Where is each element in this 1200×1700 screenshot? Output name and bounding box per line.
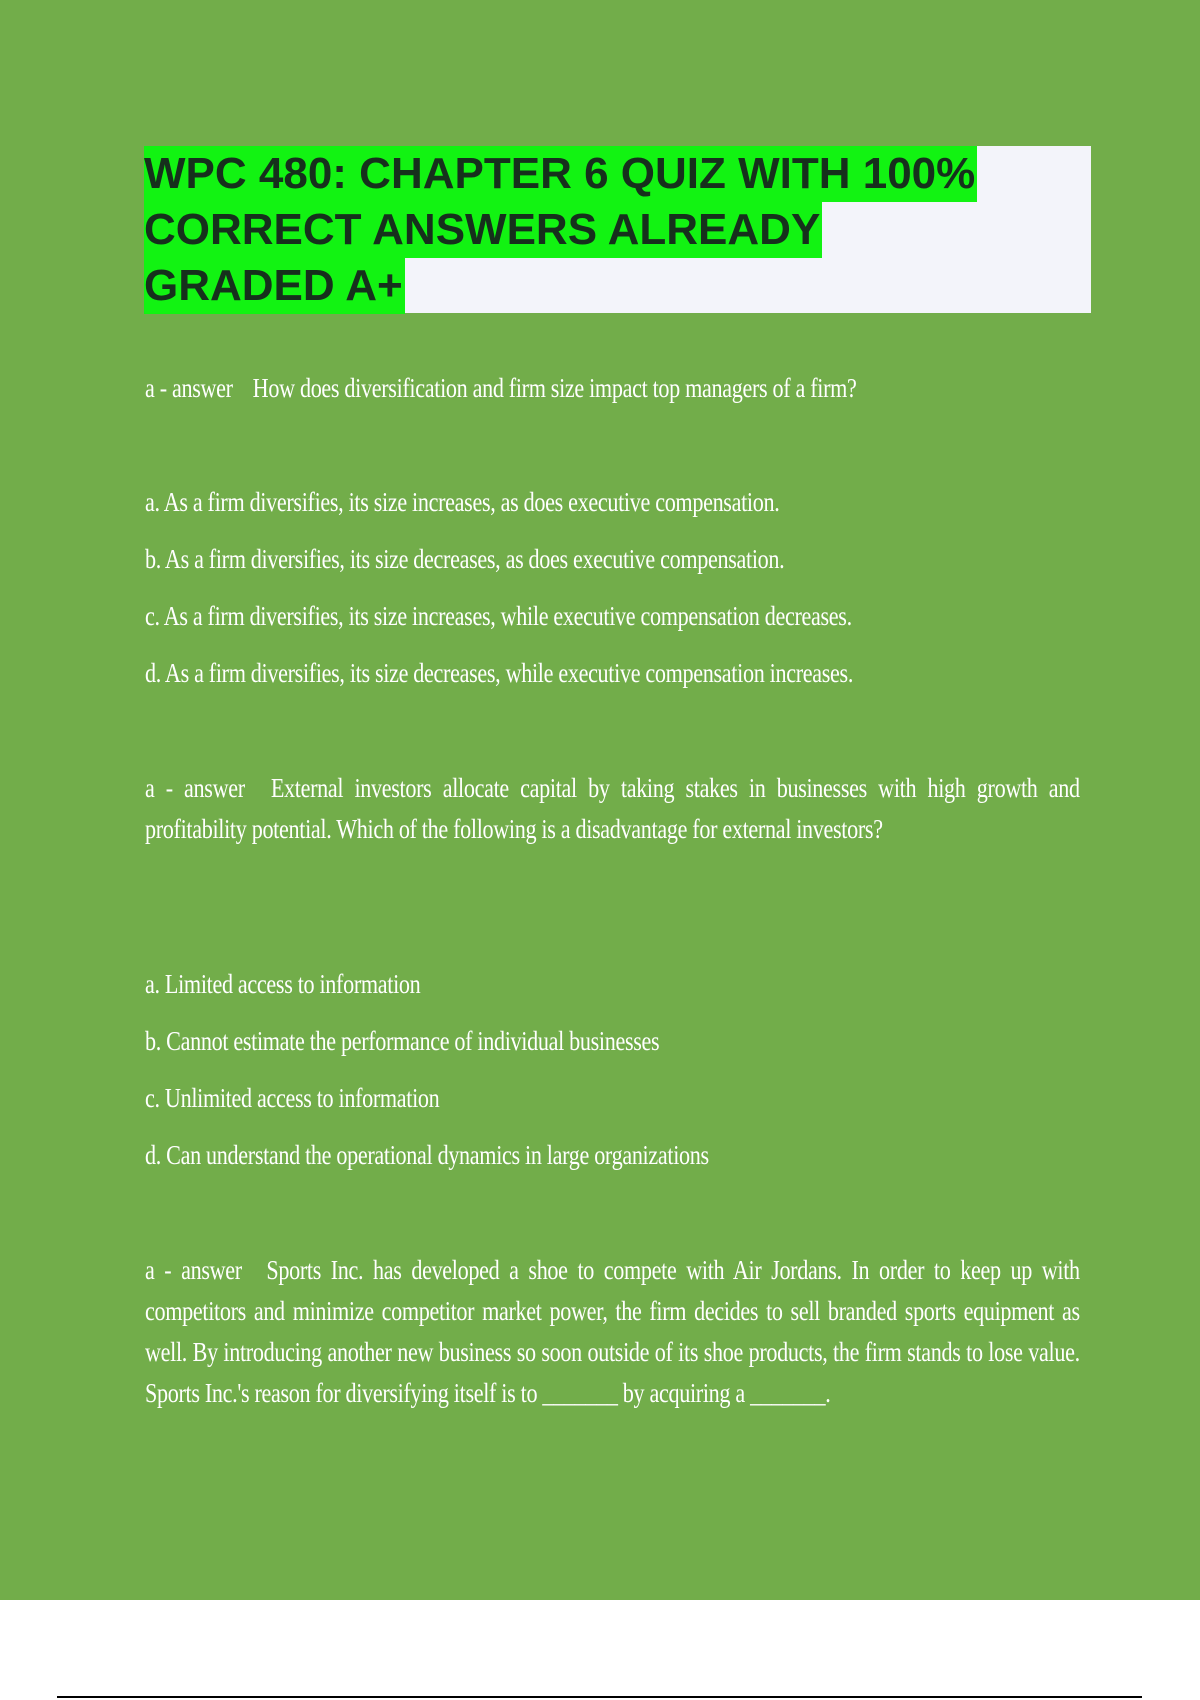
title-line-2: CORRECT ANSWERS ALREADY xyxy=(144,202,822,258)
question-3 xyxy=(145,1250,1080,1414)
question-1-option-c: c. As a firm diversifies, its size increases, while executive compensation decreases. xyxy=(145,601,852,631)
question-1-answer-prefix: a - answer xyxy=(145,373,233,403)
question-2-option-d: d. Can understand the operational dynamics in large organizations xyxy=(145,1140,709,1170)
question-1-option-b: b. As a firm diversifies, its size decreases, as does executive compensation. xyxy=(145,544,785,574)
title-line-3: GRADED A+ xyxy=(144,258,405,314)
title-line-1: WPC 480: CHAPTER 6 QUIZ WITH 100% xyxy=(144,146,977,202)
document-title xyxy=(144,146,1091,314)
question-3-text: Sports Inc. has developed a shoe to compete with Air Jordans. In order to keep up with competitors and minimize competitor market power, the firm decides to sell branded sports equipment as well. By introducing another new business so soon outside of its shoe products, the firm stands to lose value. Sports Inc.'s reason for diversifying itself is to _______ by acquiring a _______. xyxy=(145,1255,1080,1408)
question-2-answer-prefix: a - answer xyxy=(145,773,245,803)
question-1 xyxy=(145,368,912,409)
question-1-text: How does diversification and firm size impact top managers of a firm? xyxy=(252,373,857,403)
question-1-option-d: d. As a firm diversifies, its size decreases, while executive compensation increases. xyxy=(145,658,854,688)
question-2-options xyxy=(145,964,912,1192)
footer-divider xyxy=(57,1696,1142,1698)
question-2-option-c: c. Unlimited access to information xyxy=(145,1083,440,1113)
question-2-option-a: a. Limited access to information xyxy=(145,969,421,999)
question-3-answer-prefix: a - answer xyxy=(145,1255,242,1285)
question-2 xyxy=(145,768,1080,850)
question-2-option-b: b. Cannot estimate the performance of individual businesses xyxy=(145,1026,660,1056)
question-1-options xyxy=(145,482,912,710)
question-1-option-a: a. As a firm diversifies, its size increases, as does executive compensation. xyxy=(145,487,780,517)
question-2-text: External investors allocate capital by taking stakes in businesses with high growth and profitability potential. Which of the following is a disadvantage for external investors? xyxy=(145,773,1080,844)
